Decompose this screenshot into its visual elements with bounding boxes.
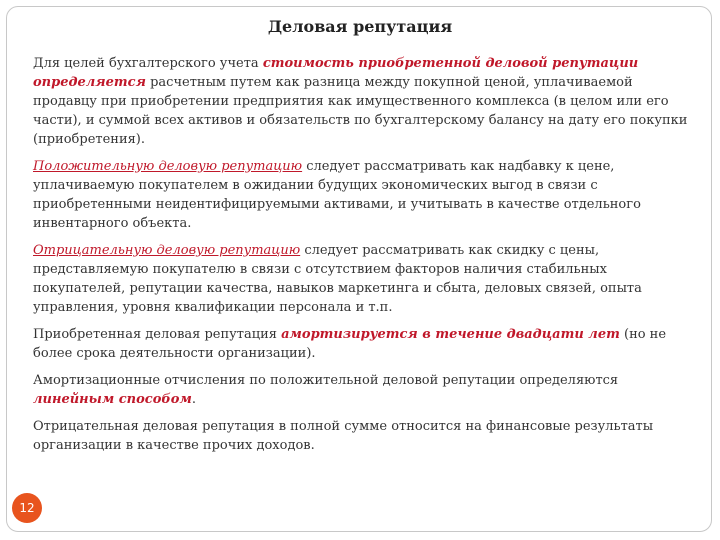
text: (но не более срока деятельности организации). [33, 327, 667, 361]
text: Для целей бухгалтерского учета [33, 56, 263, 71]
paragraph-negative [33, 241, 693, 317]
text: следует рассматривать как скидку с цены, представляемую покупателю в связи с отсутствием факторов наличия стабильных покупателей, репутации качества, навыков маркетинга и сбыта, деловых связей, опыта управления, уровня квалификации персонала и т.п. [33, 243, 642, 315]
text: следует рассматривать как надбавку к цене, уплачиваемую покупателем в ожидании будущих экономических выгод в связи с приобретенными неидентифицируемыми активами, и учитывать в качестве отдельного инвентарного объекта. [33, 159, 641, 231]
highlight-text: Положительную деловую репутацию [33, 159, 303, 174]
text: Отрицательная деловая репутация в полной сумме относится на финансовые результаты организации в качестве прочих доходов. [33, 419, 654, 453]
highlight-text: линейным способом [33, 392, 192, 407]
paragraph-definition [33, 54, 693, 149]
highlight-text: амортизируется в течение двадцати лет [281, 327, 620, 342]
paragraph-method [33, 371, 693, 409]
highlight-text: стоимость приобретенной деловой репутации определяется [33, 56, 639, 90]
highlight-text: Отрицательную деловую репутацию [33, 243, 301, 258]
slide-content [33, 54, 693, 463]
text: расчетным путем как разница между покупной ценой, уплачиваемой продавцу при приобретении предприятия как имущественного комплекса (в целом или его части), и суммой всех активов и обязательств по бухгалтерскому балансу на дату его покупки (приобретения). [33, 75, 688, 147]
text: . [191, 392, 196, 407]
text: Приобретенная деловая репутация [33, 327, 282, 342]
page-title: Деловая репутация [267, 17, 453, 36]
paragraph-negative-result [33, 417, 693, 455]
text: Амортизационные отчисления по положительной деловой репутации определяются [33, 373, 619, 388]
paragraph-amortization [33, 325, 693, 363]
paragraph-positive [33, 157, 693, 233]
page-number-badge: 12 [12, 493, 42, 523]
